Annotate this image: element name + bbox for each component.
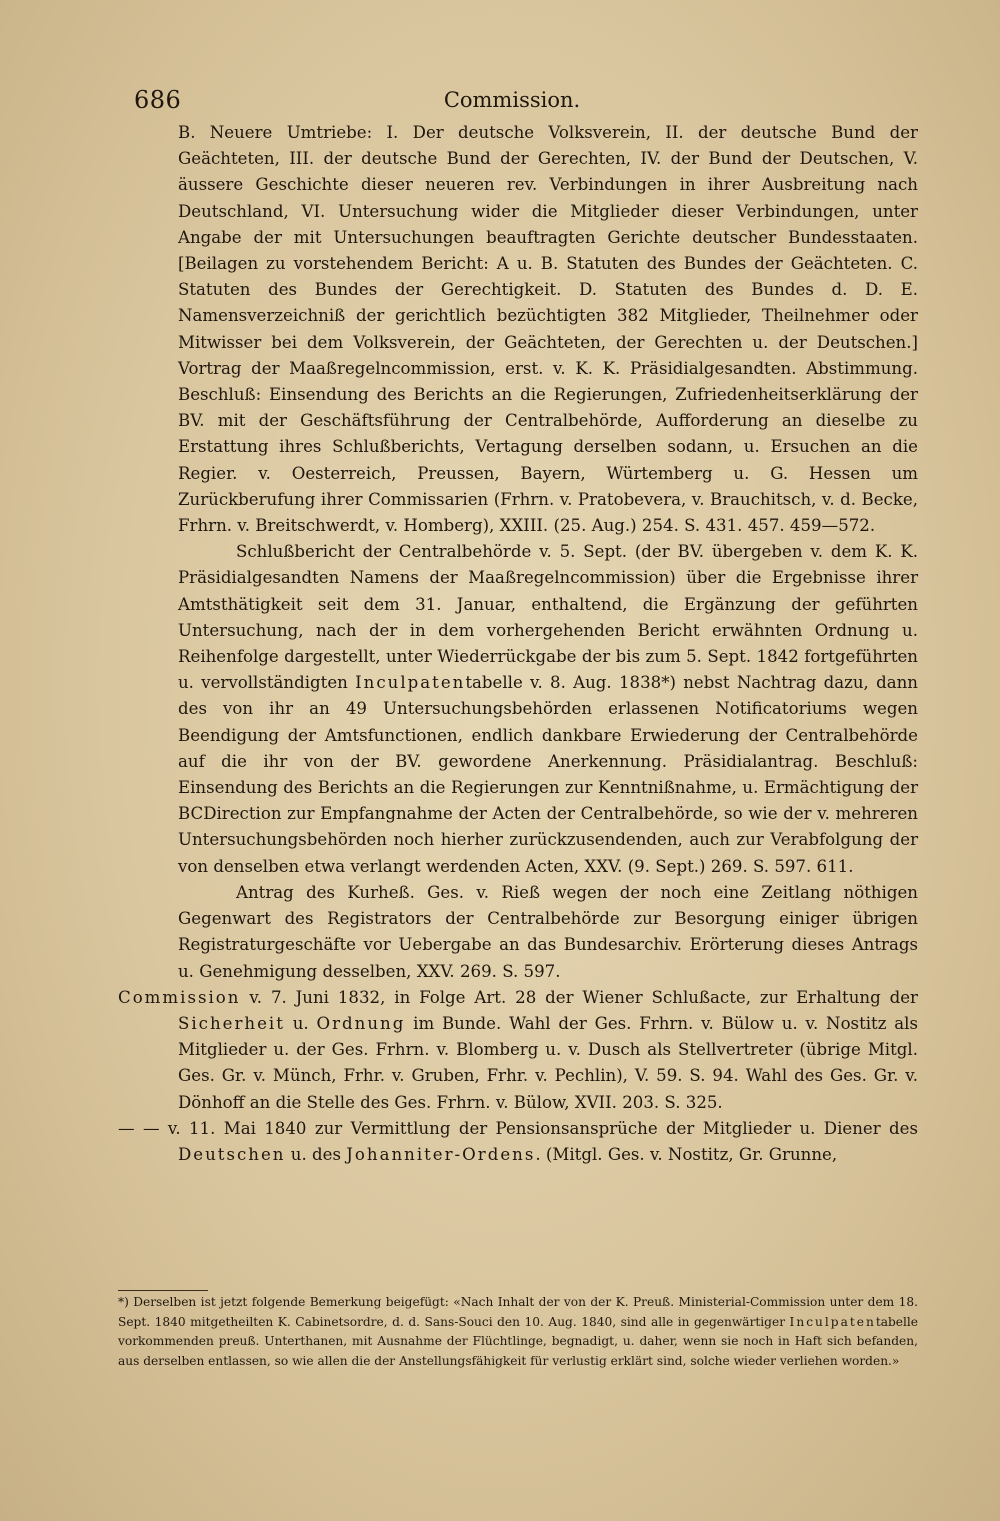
paragraph-text: B. Neuere Umtriebe: I. Der deutsche Volksverein, II. der deutsche Bund der Geächteten, III. der deutsche Bund der Gerechten, IV. der Bund der Deutschen, V. äussere Geschichte dieser neueren rev. Verbindungen in ihrer Ausbreitung nach Deutschland, VI. Untersuchung wider die Mitglieder dieser Verbindungen, unter Angabe der mit Untersuchungen beauftragten Gerichte deutscher Bundesstaaten. [Beilagen zu vorstehendem Bericht: A u. B. Statuten des Bundes der Geächteten. C. Statuten des Bundes der Gerechtigkeit. D. Statuten des Bundes d. D. E. Namensverzeichniß der gerichtlich bezüchtigten 382 Mitglieder, Theilnehmer oder Mitwisser bei dem Volksverein, der Geächteten, der Gerechten u. der Deutschen.] Vortrag der Maaßregelncommission, erst. v. K. K. Präsidialgesandten. Abstimmung. Beschluß: Einsendung des Berichts an die Regierungen, Zufriedenheitserklärung der BV. mit der Geschäftsführung der Centralbehörde, Aufforderung an dieselbe zu Erstattung ihres Schlußberichts, Vertagung derselben sodann, u. Ersuchen an die Regier. v. Oesterreich, Preussen, Bayern, Würtemberg u. G. Hessen um Zurückberufung ihrer Commissarien (Frhrn. v. Pratobevera, v. Brauchitsch, v. d. Becke, Frhrn. v. Breitschwerdt, v. Homberg), XXIII. (25. Aug.) 254. S. 431. 457. 459—572. — [178, 123, 918, 536]
paragraph-schlussbericht — [118, 539, 918, 880]
paragraph-text: u. des — [285, 1144, 347, 1164]
spaced-term: Inculpaten — [355, 673, 466, 693]
paragraph-text: Antrag des Kurheß. Ges. v. Rieß wegen der noch eine Zeitlang nöthigen Gegenwart des Registrators der Centralbehörde zur Besorgung einiger übrigen Registraturgeschäfte vor Uebergabe an das Bundesarchiv. Erörterung dieses Antrags u. Genehmigung desselben, XXV. 269. S. 597. — [178, 882, 918, 981]
spaced-term: Sicherheit — [178, 1013, 285, 1033]
footnote-text: tabelle vorkommenden preuß. Unterthanen, mit Ausnahme der Flüchtlinge, begnadigt, u. daher, wenn sie noch in Haft sich befanden, aus derselben entlassen, so wie allen die der Anstellungsfähigkeit für verlustig erklärt sind, solche wieder verliehen worden.» — [118, 1314, 918, 1368]
spaced-term: Inculpaten — [789, 1314, 876, 1329]
entry-commission-1840 — [118, 1116, 918, 1168]
running-head: Commission. — [443, 88, 581, 112]
paragraph-text: . (Mitgl. Ges. v. Nostitz, Gr. Grunne, — [535, 1144, 838, 1164]
footnote-text: *) Derselben ist jetzt folgende Bemerkung beigefügt: «Nach Inhalt der von der K. Preuß. Ministerial-Commission unter dem 18. Sept. 1840 mitgetheilten K. Cabinetsordre, d. d. Sans-Souci den 10. Aug. 1840, sind alle in gegenwärtiger — [118, 1295, 918, 1329]
paragraph-antrag — [118, 880, 918, 985]
footnote-divider — [118, 1290, 208, 1291]
paragraph-text: — — v. 11. Mai 1840 zur Vermittlung der Pensionsansprüche der Mitglieder u. Diener des — [118, 1118, 918, 1138]
page-header — [134, 86, 890, 122]
entry-commission-1832 — [118, 985, 918, 1116]
paragraph-text: im Bunde. Wahl der Ges. Frhrn. v. Bülow u. v. Nostitz als Mitglieder u. der Ges. Frhrn. v. Blomberg u. v. Dusch als Stellvertreter (übrige Mitgl. Ges. Gr. v. Münch, Frhr. v. Gruben, Frhr. v. Pechlin), V. 59. S. 94. Wahl des Ges. Gr. v. Dönhoff an die Stelle des Ges. Frhrn. v. Bülow, XVII. 203. S. 325. — [178, 1013, 918, 1112]
paragraph-text: tabelle v. 8. Aug. 1838*) nebst Nachtrag dazu, dann des von ihr an 49 Untersuchungsbehörden erlassenen Notificatoriums wegen Beendigung der Amtsfunctionen, endlich dankbare Erwiederung der Centralbehörde auf die ihr von der BV. gewordene Anerkennung. Präsidialantrag. Beschluß: Einsendung des Berichts an die Regierungen zur Kenntnißnahme, u. Ermächtigung der BCDirection zur Empfangnahme der Acten der Centralbehörde, so wie der v. mehreren Untersuchungsbehörden noch hierher zurückzusendenden, auch zur Verabfolgung der von denselben etwa verlangt werdenden Acten, XXV. (9. Sept.) 269. S. 597. 611. — [178, 673, 918, 876]
spaced-term: Deutschen — [178, 1144, 286, 1164]
spaced-term: Johanniter-Ordens — [346, 1144, 536, 1164]
footnote — [118, 1292, 918, 1371]
paragraph-text: v. 7. Juni 1832, in Folge Art. 28 der Wiener Schlußacte, zur Erhaltung der — [240, 987, 918, 1007]
paragraph-text: Schlußbericht der Centralbehörde v. 5. Sept. (der BV. übergeben v. dem K. K. Präsidialgesandten Namens der Maaßregelncommission) über die Ergebnisse ihrer Amtsthätigkeit seit dem 31. Januar, enthaltend, die Ergänzung der geführten Untersuchung, nach der in dem vorhergehenden Bericht erwähnten Ordnung u. Reihenfolge dargestellt, unter Wiederrückgabe der bis zum 5. Sept. 1842 fortgeführten u. vervollständigten — [178, 542, 918, 693]
spaced-term: Ordnung — [316, 1013, 406, 1033]
main-text — [118, 120, 918, 1168]
paragraph-neuere-umtriebe — [118, 120, 918, 539]
entry-headword: Commission — [118, 987, 241, 1007]
paragraph-text: u. — [284, 1013, 317, 1033]
page-number: 686 — [134, 86, 182, 114]
